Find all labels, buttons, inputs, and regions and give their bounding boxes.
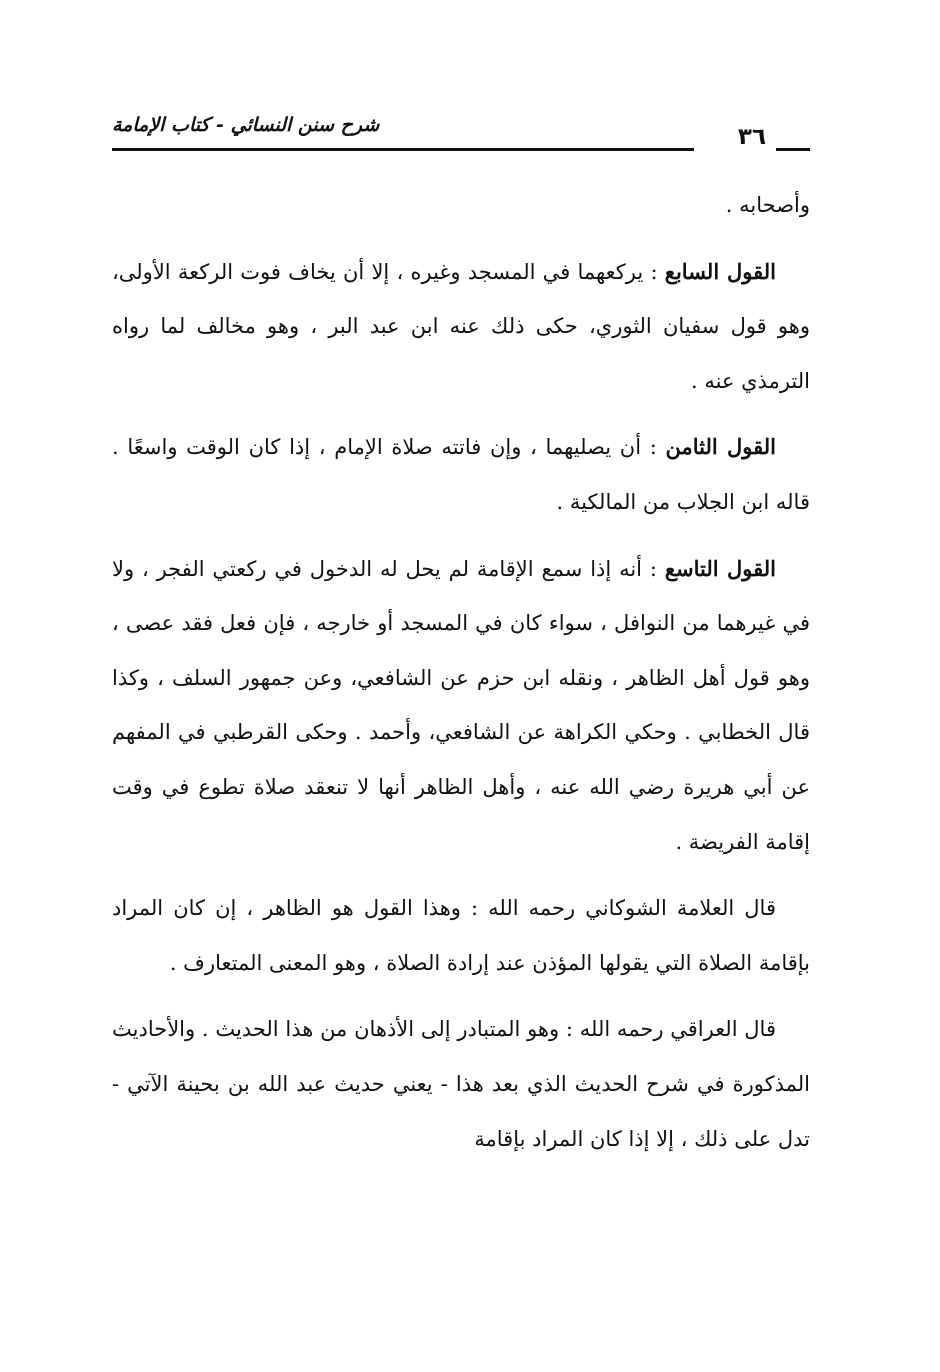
paragraph-continuation: [112, 178, 810, 233]
paragraph-heading: القول السابع: [664, 258, 776, 284]
running-header: [112, 108, 810, 156]
page-number: ٣٦: [737, 124, 766, 150]
paragraph-seventh-opinion: [112, 245, 810, 409]
running-title: شرح سنن النسائي - كتاب الإمامة: [112, 114, 380, 136]
paragraph-text: قال العلامة الشوكاني رحمه الله : وهذا القول هو الظاهر ، إن كان المراد بإقامة الصلاة التي يقولها المؤذن عند إرادة الصلاة ، وهو المعنى المتعارف .: [112, 896, 810, 975]
paragraph-text: : أنه إذا سمع الإقامة لم يحل له الدخول في ركعتي الفجر ، ولا في غيرهما من النوافل ، سواء كان في المسجد أو خارجه ، فإن فعل فقد عصى ، وهو قول أهل الظاهر ، ونقله ابن حزم عن الشافعي، وعن جمهور السلف ، وكذا قال الخطابي . وحكي الكراهة عن الشافعي، وأحمد . وحكى القرطبي في المفهم عن أبي هريرة رضي الله عنه ، وأهل الظاهر أنها لا تنعقد صلاة تطوع في وقت إقامة الفريضة .: [112, 556, 810, 854]
page-number-rule: [776, 148, 810, 151]
paragraph-text: : أن يصليهما ، وإن فاتته صلاة الإمام ، إذا كان الوقت واسعًا . قاله ابن الجلاب من المالكية .: [112, 435, 810, 514]
paragraph-heading: القول التاسع: [664, 555, 776, 581]
header-rule: [112, 148, 694, 151]
paragraph-heading: القول الثامن: [665, 434, 776, 460]
paragraph-eighth-opinion: [112, 420, 810, 529]
paragraph-shawkani-quote: [112, 881, 810, 990]
paragraph-text: : يركعهما في المسجد وغيره ، إلا أن يخاف فوت الركعة الأولى، وهو قول سفيان الثوري، حكى ذلك عنه ابن عبد البر ، وهو مخالف لما رواه الترمذي عنه .: [112, 259, 810, 393]
body-text: [112, 178, 810, 1178]
paragraph-text: وأصحابه .: [725, 193, 810, 217]
paragraph-iraqi-quote: [112, 1002, 810, 1166]
paragraph-ninth-opinion: [112, 542, 810, 870]
paragraph-text: قال العراقي رحمه الله : وهو المتبادر إلى الأذهان من هذا الحديث . والأحاديث المذكورة في شرح الحديث الذي بعد هذا - يعني حديث عبد الله بن بحينة الآتي - تدل على ذلك ، إلا إذا كان المراد بإقامة: [112, 1017, 810, 1151]
